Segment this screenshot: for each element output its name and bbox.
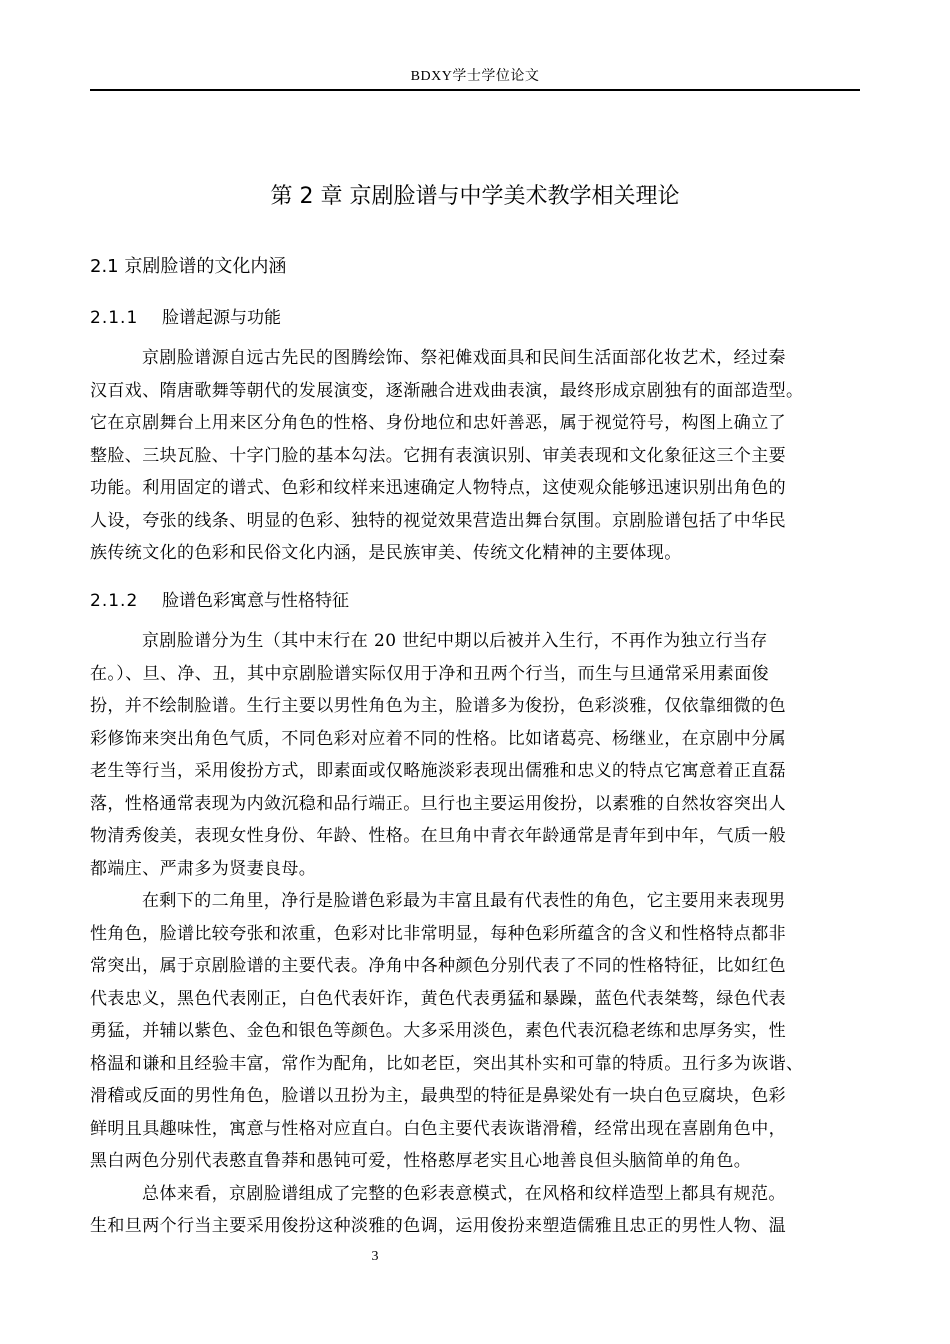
paragraph-line: 滑稽或反面的男性角色，脸谱以丑扮为主，最典型的特征是鼻梁处有一块白色豆腐块，色彩: [90, 1086, 786, 1106]
paragraph-line: 常突出，属于京剧脸谱的主要代表。净角中各种颜色分别代表了不同的性格特征，比如红色: [90, 956, 786, 976]
paragraph-line: 性角色，脸谱比较夸张和浓重，色彩对比非常明显，每种色彩所蕴含的含义和性格特点都非: [90, 923, 786, 944]
subsection-number: 2.1.2: [90, 591, 139, 611]
paragraph-line: 在。）、旦、净、丑，其中京剧脸谱实际仅用于净和丑两个行当，而生与旦通常采用素面俊: [90, 663, 769, 684]
paragraph-line: 汉百戏、隋唐歌舞等朝代的发展演变，逐渐融合进戏曲表演，最终形成京剧独有的面部造型。: [90, 380, 804, 401]
paragraph-line: 族传统文化的色彩和民俗文化内涵，是民族审美、传统文化精神的主要体现。: [90, 543, 682, 563]
paragraph-line: 黑白两色分别代表憨直鲁莽和愚钝可爱，性格憨厚老实且心地善良但头脑简单的角色。: [90, 1151, 752, 1171]
section-title: 2.1 京剧脸谱的文化内涵: [90, 256, 287, 277]
subsection-heading-2-1-1: [90, 304, 281, 332]
paragraph-line: 老生等行当，采用俊扮方式，即素面或仅略施淡彩表现出儒雅和忠义的特点它寓意着正直磊: [90, 761, 786, 781]
paragraph-line: 生和旦两个行当主要采用俊扮这种淡雅的色调，运用俊扮来塑造儒雅且忠正的男性人物、温: [90, 1216, 786, 1236]
paragraph-line: 在剩下的二角里，净行是脸谱色彩最为丰富且最有代表性的角色，它主要用来表现男: [142, 891, 786, 911]
subsection-heading-2-1-2: [90, 587, 349, 615]
paragraph-line: 格温和谦和且经验丰富，常作为配角，比如老臣，突出其朴实和可靠的特质。丑行多为诙谐、: [90, 1053, 804, 1074]
paragraph-line: 鲜明且具趣味性，寓意与性格对应直白。白色主要代表诙谐滑稽，经常出现在喜剧角色中，: [90, 1118, 786, 1139]
subsection-label: 脸谱起源与功能: [162, 308, 281, 328]
paragraph-line: 扮，并不绘制脸谱。生行主要以男性角色为主，脸谱多为俊扮，色彩淡雅，仅依靠细微的色: [90, 696, 786, 716]
page-number: 3: [371, 1249, 379, 1264]
paragraph-line: 代表忠义，黑色代表刚正，白色代表奸诈，黄色代表勇猛和暴躁，蓝色代表桀骜，绿色代表: [90, 988, 786, 1009]
paragraph-line: 京剧脸谱分为生（其中末行在 20 世纪中期以后被并入生行，不再作为独立行当存: [142, 631, 768, 651]
subsection-label: 脸谱色彩寓意与性格特征: [162, 591, 349, 611]
paragraph-line: 总体来看，京剧脸谱组成了完整的色彩表意模式，在风格和纹样造型上都具有规范。: [142, 1183, 786, 1204]
paragraph-origin-function: [90, 342, 860, 570]
paragraph-line: 整脸、三块瓦脸、十字门脸的基本勾法。它拥有表演识别、审美表现和文化象征这三个主要: [90, 445, 786, 466]
paragraph-line: 物清秀俊美，表现女性身份、年龄、性格。在旦角中青衣年龄通常是青年到中年，气质一般: [90, 826, 786, 846]
subsection-number: 2.1.1: [90, 308, 139, 328]
chapter-title: 第 2 章 京剧脸谱与中学美术教学相关理论: [270, 184, 680, 209]
paragraph-line: 勇猛，并辅以紫色、金色和银色等颜色。大多采用淡色，素色代表沉稳老练和忠厚务实，性: [90, 1021, 786, 1041]
paragraph-line: 都端庄、严肃多为贤妻良母。: [90, 858, 317, 879]
paragraph-color-roles: [90, 625, 860, 1243]
paragraph-line: 它在京剧舞台上用来区分角色的性格、身份地位和忠奸善恶，属于视觉符号，构图上确立了: [90, 413, 786, 433]
paragraph-line: 落，性格通常表现为内敛沉稳和品行端正。旦行也主要运用俊扮，以素雅的自然妆容突出人: [90, 793, 786, 814]
paragraph-line: 人设，夸张的线条、明显的色彩、独特的视觉效果营造出舞台氛围。京剧脸谱包括了中华民: [90, 510, 786, 531]
header-rule: [90, 89, 860, 91]
paragraph-line: 京剧脸谱源自远古先民的图腾绘饰、祭祀傩戏面具和民间生活面部化妆艺术，经过秦: [142, 348, 786, 368]
paragraph-line: 彩修饰来突出角色气质，不同色彩对应着不同的性格。比如诸葛亮、杨继业，在京剧中分属: [90, 728, 786, 749]
running-header: BDXY学士学位论文: [410, 69, 540, 84]
paragraph-line: 功能。利用固定的谱式、色彩和纹样来迅速确定人物特点，这使观众能够迅速识别出角色的: [90, 478, 786, 498]
